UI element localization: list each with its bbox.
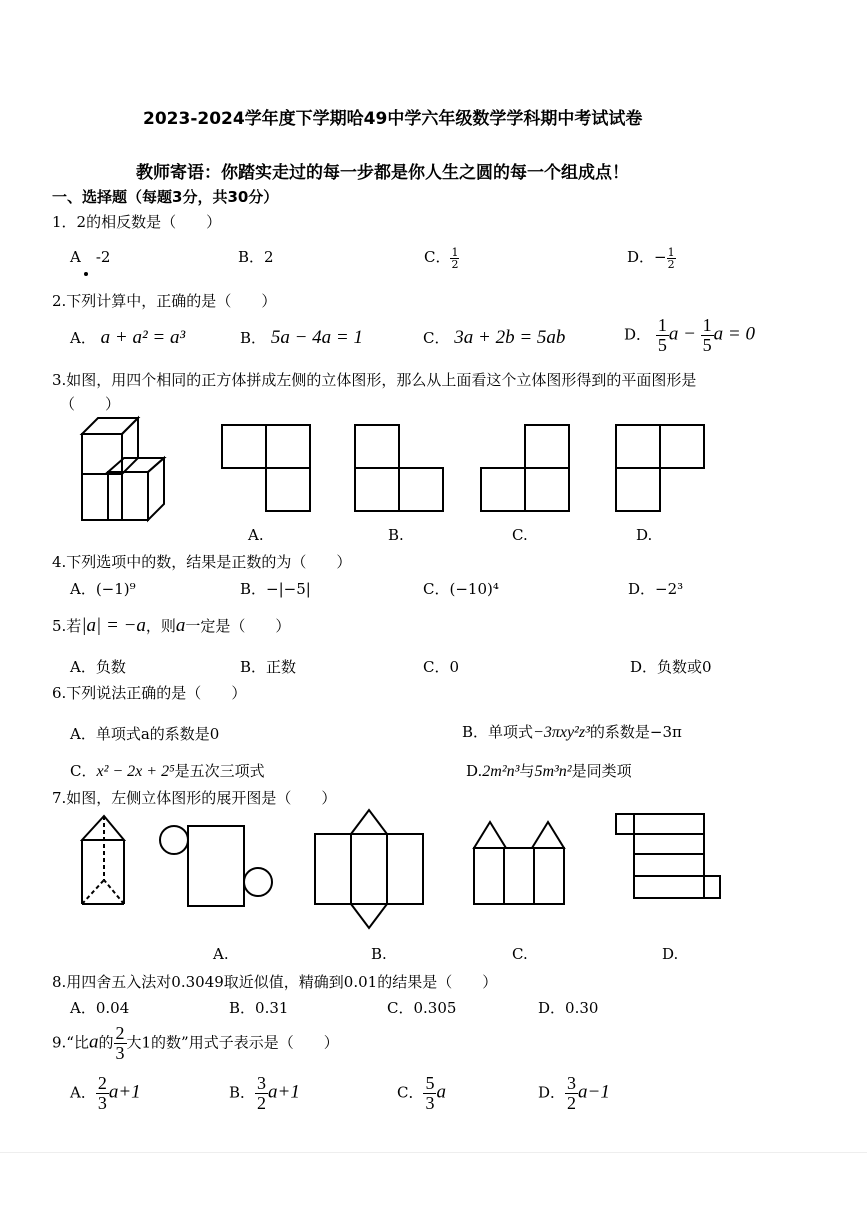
q3-label-a: A. (248, 526, 264, 544)
q7-option-b-figure (313, 808, 443, 930)
q9-option-d: D． $\frac{3}{2}$ a−1 (538, 1073, 610, 1113)
stacked-cubes-figure (78, 414, 183, 526)
q4-option-c: C．(−10)⁴ (423, 580, 499, 598)
q5-option-c: C．0 (423, 658, 460, 676)
q9-option-a: A． $\frac{2}{3}$ a+1 (70, 1073, 141, 1113)
q3-option-c-figure (479, 423, 571, 513)
q4-option-d: D．−2³ (628, 580, 684, 598)
emphasis-dot (84, 272, 88, 276)
q4-option-a: A．(−1)⁹ (70, 580, 136, 598)
q3-label-b: B. (388, 526, 404, 544)
q3-label-d: D. (636, 526, 653, 544)
q2-option-c: C． 3a + 2b = 5ab (423, 327, 566, 348)
q6-option-a: A．单项式a的系数是0 (70, 725, 220, 743)
q3-stem: 3.如图，用四个相同的正方体拼成左侧的立体图形，那么从上面看这个立体图形得到的平面图形是 (52, 371, 697, 389)
q7-stem: 7.如图，左侧立体图形的展开图是（ ） (52, 789, 337, 807)
q1-option-b: B．2 (238, 248, 274, 266)
q8-option-c: C．0.305 (387, 999, 457, 1017)
q8-stem: 8.用四舍五入法对0.3049取近似值，精确到0.01的结果是（ ） (52, 973, 498, 991)
q9-option-b: B． $\frac{3}{2}$ a+1 (229, 1073, 300, 1113)
q6-option-b: B．单项式−3πxy²z³的系数是−3π (462, 723, 682, 741)
q2-stem: 2.下列计算中，正确的是（ ） (52, 292, 277, 310)
q1-option-d: D．− $\frac{1}{2}$ (627, 245, 675, 271)
q7-label-d: D. (662, 945, 679, 963)
q2-option-a: A． a + a² = a³ (70, 327, 186, 348)
exam-title: 2023-2024学年度下学期哈49中学六年级数学学科期中考试试卷 (143, 109, 643, 129)
q6-stem: 6.下列说法正确的是（ ） (52, 684, 247, 702)
q3-option-d-figure (614, 423, 706, 513)
q1-stem: 1．2的相反数是（ ） (52, 213, 222, 231)
q1-option-c: C． $\frac{1}{2}$ (424, 245, 459, 271)
q8-option-b: B．0.31 (229, 999, 289, 1017)
q6-option-c: C．x² − 2x + 2⁵是五次三项式 (70, 762, 265, 780)
page-divider (0, 1152, 867, 1153)
q4-option-b: B．−|−5| (240, 580, 311, 598)
q3-option-a-figure (220, 423, 312, 513)
q3-option-b-figure (353, 423, 445, 513)
q1-option-a: A -2 (70, 248, 111, 266)
section-heading: 一、选择题（每题3分，共30分） (52, 188, 279, 206)
q5-option-d: D．负数或0 (630, 658, 712, 676)
q7-option-d-figure (614, 812, 724, 902)
q5-option-b: B．正数 (240, 658, 297, 676)
q7-option-a-figure (158, 820, 276, 908)
q9-stem: 9.“比a的 $\frac{2}{3}$ 大1的数”用式子表示是（ ） (52, 1023, 339, 1063)
q9-option-c: C． $\frac{5}{3}$ a (397, 1073, 446, 1113)
q8-option-d: D．0.30 (538, 999, 599, 1017)
teacher-motto: 教师寄语：你踏实走过的每一步都是你人生之圆的每一个组成点！ (136, 163, 629, 183)
q3-paren: （ ） (60, 395, 121, 413)
q7-label-a: A. (213, 945, 229, 963)
q7-option-c-figure (472, 814, 568, 906)
q6-option-d: D.2m²n³与5m³n²是同类项 (466, 762, 632, 780)
q5-stem: 5.若|a| = −a，则a一定是（ ） (52, 615, 291, 636)
q5-option-a: A．负数 (70, 658, 126, 676)
triangular-prism-figure (80, 814, 130, 908)
q3-label-c: C. (512, 526, 528, 544)
q7-label-c: C. (512, 945, 528, 963)
q8-option-a: A．0.04 (70, 999, 130, 1017)
q2-option-d: D． $\frac{1}{5}$ a − $\frac{1}{5}$ a = 0 (624, 315, 755, 355)
q4-stem: 4.下列选项中的数，结果是正数的为（ ） (52, 553, 352, 571)
q2-option-b: B． 5a − 4a = 1 (240, 327, 363, 348)
q7-label-b: B. (371, 945, 387, 963)
